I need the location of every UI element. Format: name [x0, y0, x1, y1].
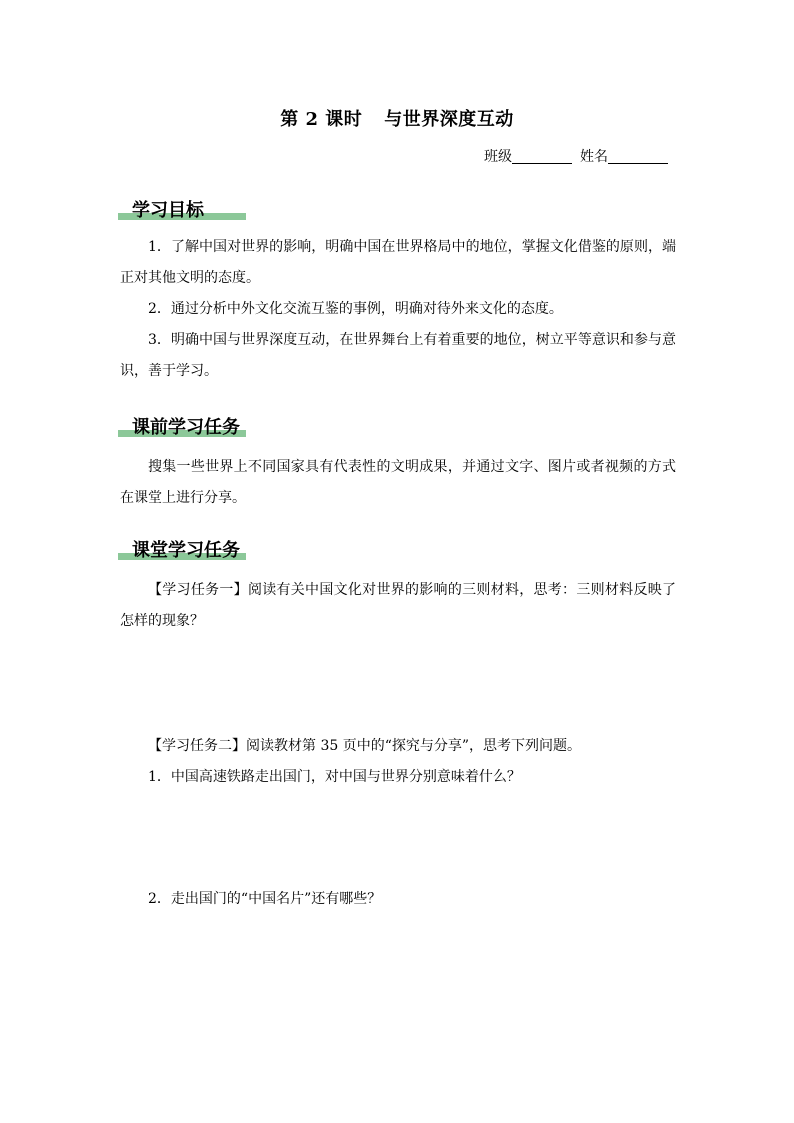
name-label: 姓名: [580, 149, 608, 165]
class-label: 班级: [484, 149, 512, 165]
question-2: 2．走出国门的“中国名片”还有哪些？: [148, 891, 382, 907]
lesson-topic: 与世界深度互动: [384, 109, 514, 130]
heading-label: 学习目标: [132, 200, 204, 221]
page-title: [0, 105, 794, 131]
section-heading-pre-class: [118, 413, 248, 443]
student-info-line: [484, 146, 668, 166]
section-heading-goals: [118, 196, 248, 226]
heading-label: 课前学习任务: [132, 417, 240, 438]
section-heading-in-class: [118, 536, 248, 566]
pre-class-task-text: 搜集一些世界上不同国家具有代表性的文明成果，并通过文字、图片或者视频的方式在课堂上进行分享。: [120, 459, 676, 506]
goal-item-1: 1．了解中国对世界的影响，明确中国在世界格局中的地位，掌握文化借鉴的原则，端正对其他文明的态度。: [120, 239, 676, 286]
goal-item-2: 2．通过分析中外文化交流互鉴的事例，明确对待外来文化的态度。: [148, 301, 563, 317]
class-blank[interactable]: [512, 149, 572, 164]
lesson-number: 第 2 课时: [280, 109, 363, 130]
name-blank[interactable]: [608, 149, 668, 164]
question-1: 1．中国高速铁路走出国门，对中国与世界分别意味着什么？: [148, 769, 521, 785]
goal-item-3: 3．明确中国与世界深度互动，在世界舞台上有着重要的地位，树立平等意识和参与意识，善于学习。: [120, 332, 676, 379]
heading-label: 课堂学习任务: [132, 540, 240, 561]
learning-task-1: 【学习任务一】阅读有关中国文化对世界的影响的三则材料，思考：三则材料反映了怎样的现象？: [120, 582, 676, 629]
learning-task-2: 【学习任务二】阅读教材第 35 页中的“探究与分享”，思考下列问题。: [148, 738, 582, 754]
